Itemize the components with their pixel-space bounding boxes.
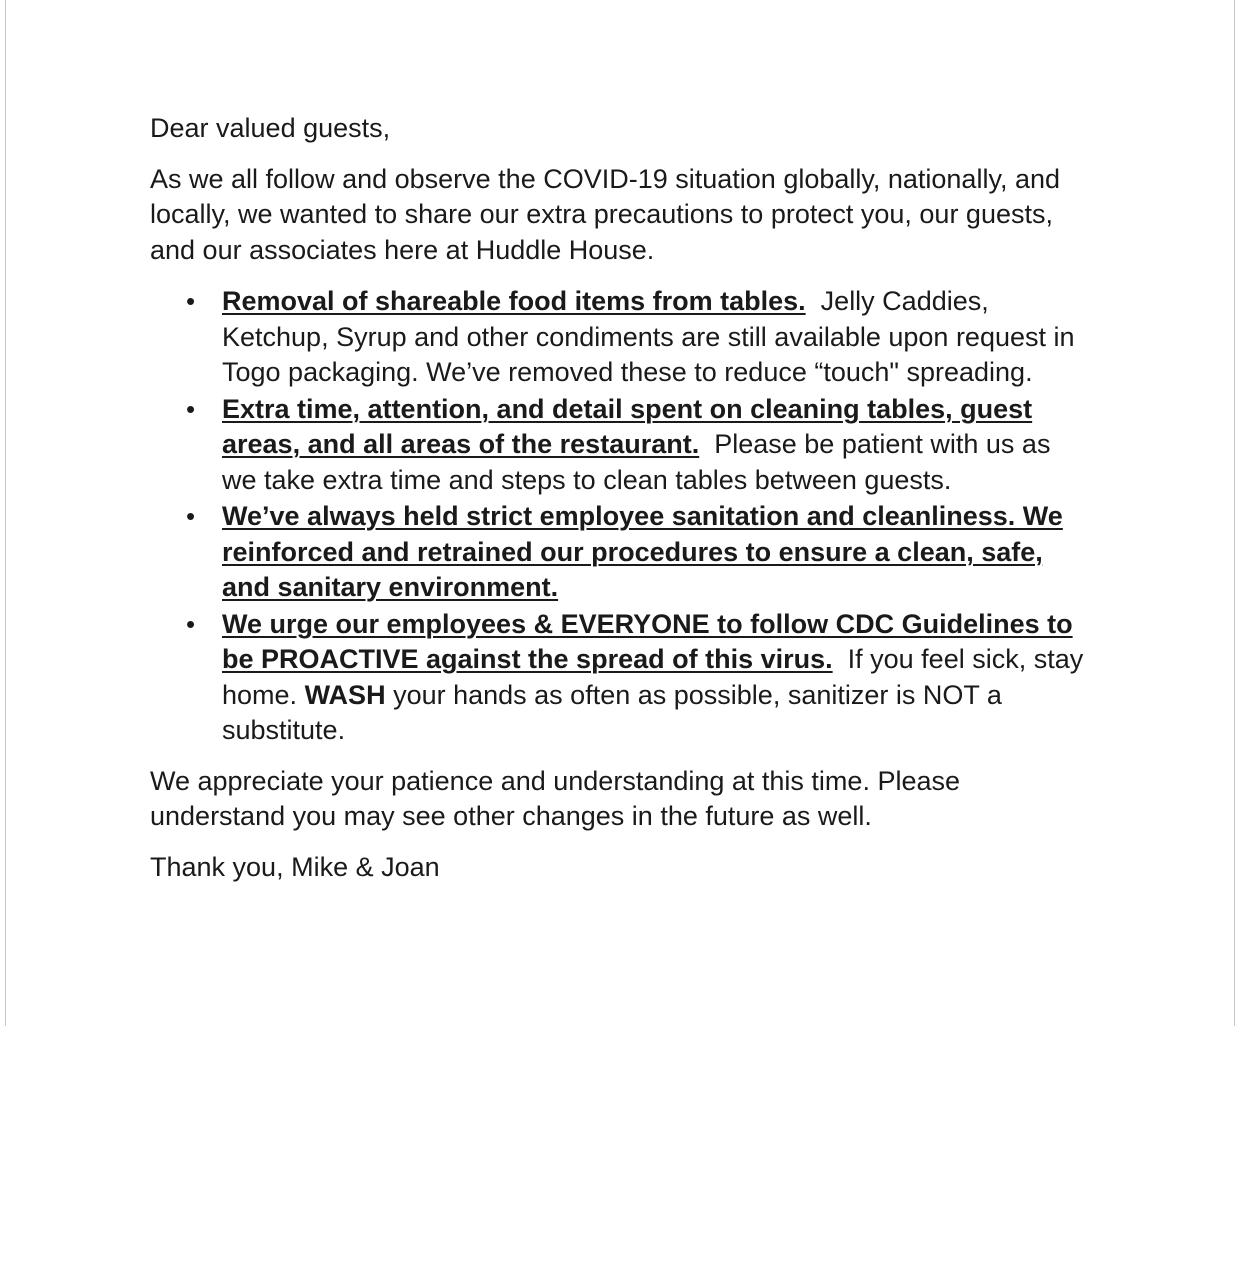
precaution-item-shareable-items [186,284,1092,391]
letter-signature: Thank you, Mike & Joan [150,851,440,882]
precaution-item-cdc-guidelines [186,607,1092,749]
letter-document [150,111,1090,885]
bullet-icon: • [186,286,196,316]
precaution-emphasis: WASH [304,679,386,710]
precautions-list [150,284,1092,749]
bullet-icon: • [186,393,196,424]
precaution-text: Jelly Caddies, Ketchup, Syrup and other condiments are still available upon request in Togo packaging. We’ve removed these to reduce “touch" spreading. [222,286,1075,387]
precaution-text: If you feel sick, stay home. [222,644,1084,710]
precaution-heading: We’ve always held strict employee sanitation and cleanliness. We reinforced and retrained our procedures to ensure a clean, safe, and sanitary environment. [222,501,1063,602]
precaution-text-continued: your hands as often as possible, sanitizer is NOT a substitute. [222,679,1002,745]
letter-intro: As we all follow and observe the COVID-19 situation globally, nationally, and locally, we wanted to share our extra precautions to protect you, our guests, and our associates here at Huddle House. [150,163,1060,265]
page-edge-left [5,0,6,1026]
precaution-heading: Removal of shareable food items from tables. [222,286,806,316]
bullet-icon: • [186,608,196,639]
bullet-icon: • [186,501,196,531]
page-edge-right [1234,0,1235,1026]
precaution-heading: Extra time, attention, and detail spent on cleaning tables, guest areas, and all areas of the restaurant. [222,393,1033,459]
letter-greeting: Dear valued guests, [150,113,391,143]
letter-closing: We appreciate your patience and understanding at this time. Please understand you may see other changes in the future as well. [150,765,960,831]
precaution-item-sanitation [186,499,1092,606]
precaution-heading: We urge our employees & EVERYONE to follow CDC Guidelines to be PROACTIVE against the spread of this virus. [222,608,1073,674]
precaution-item-cleaning [186,392,1092,499]
precaution-text: Please be patient with us as we take extra time and steps to clean tables between guests. [222,429,1051,495]
